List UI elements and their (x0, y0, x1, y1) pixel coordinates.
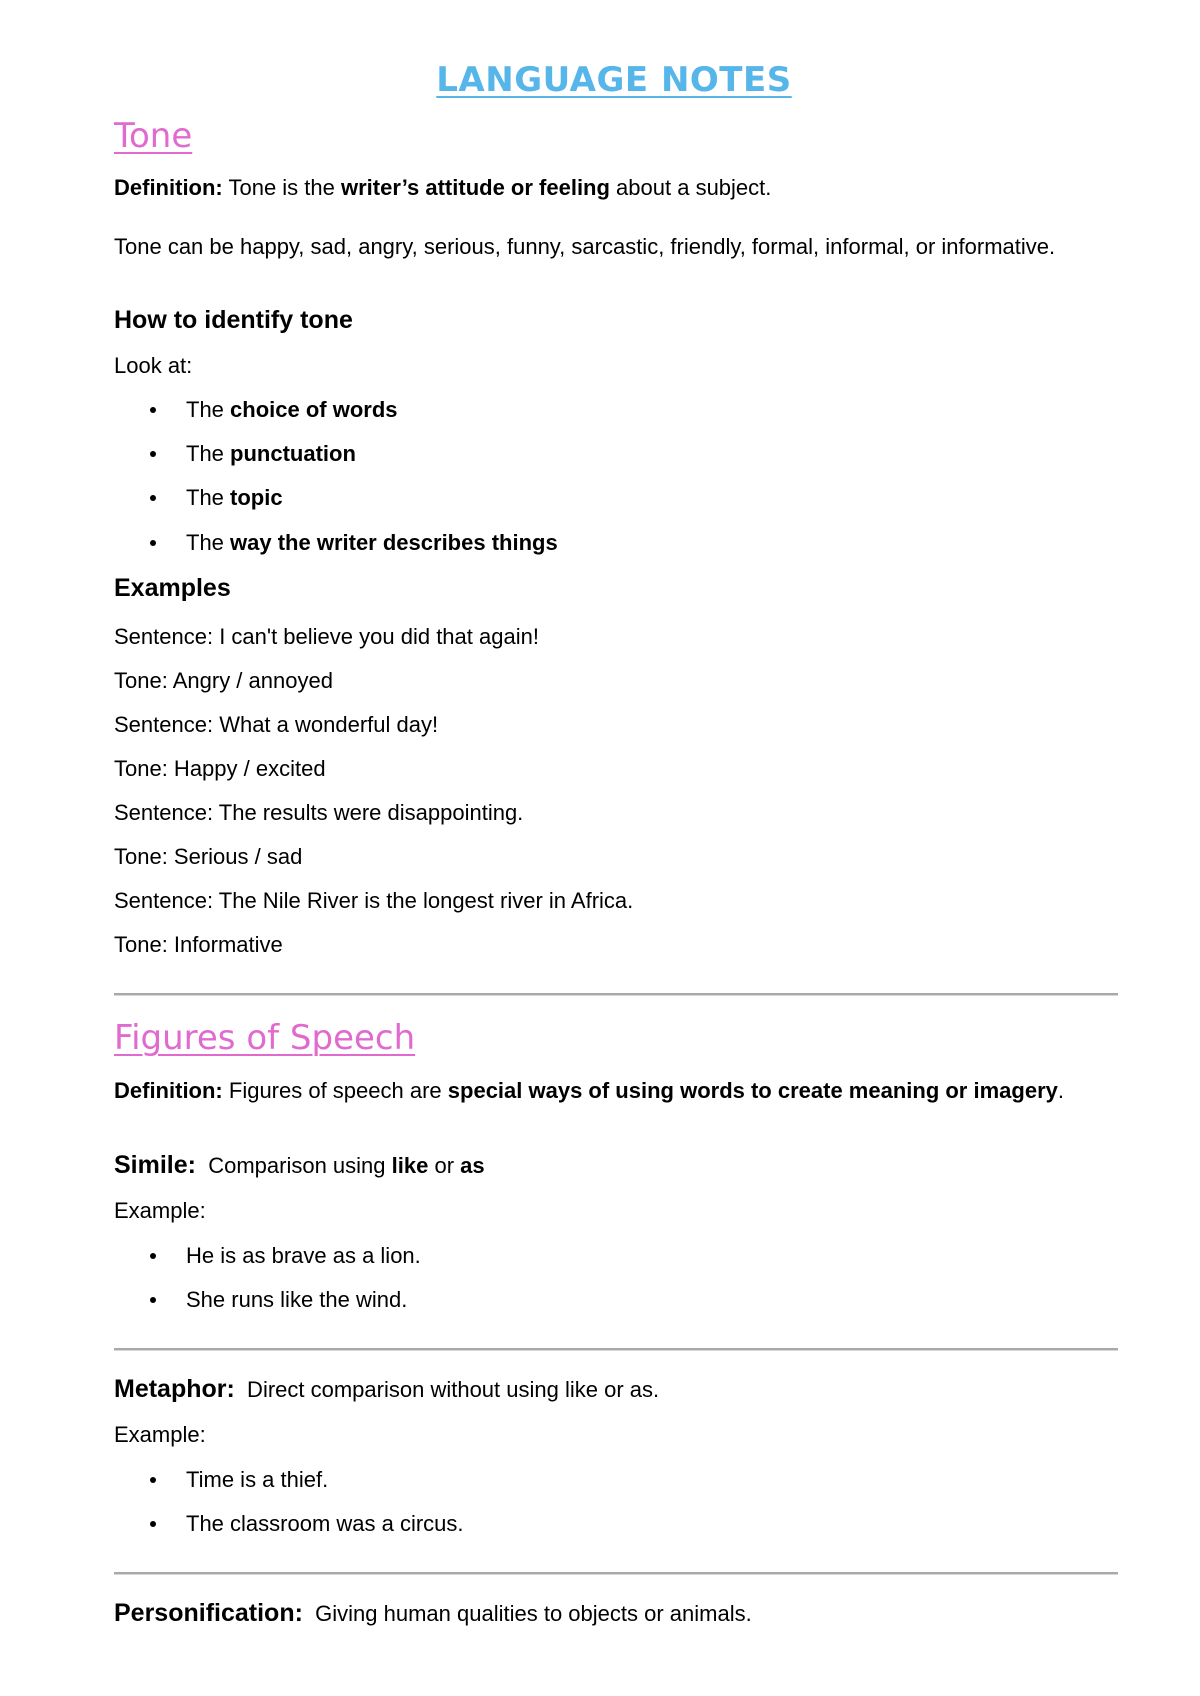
examples-heading: Examples (114, 574, 231, 602)
list-item (150, 396, 398, 424)
definition-label: Definition: (114, 1078, 223, 1103)
simile-desc: Comparison using (195, 1153, 392, 1178)
metaphor-example-label: Example: (114, 1422, 206, 1447)
list-item (150, 440, 356, 468)
bullet-icon (150, 1253, 156, 1259)
list-item-emphasis: choice of words (230, 397, 398, 422)
list-item-text: The (186, 530, 231, 555)
section-divider (114, 1572, 1118, 1575)
bullet-icon (150, 540, 156, 546)
list-item (150, 1466, 328, 1494)
tone-heading: Tone (114, 116, 193, 156)
example-sentence: Sentence: I can't believe you did that again! (114, 624, 539, 649)
definition-text: Tone is the (222, 175, 341, 200)
list-item-text: The (186, 397, 231, 422)
list-item (150, 1286, 407, 1314)
simile-desc-mid: or (428, 1153, 461, 1178)
figures-definition (114, 1077, 1074, 1105)
list-item-text: The classroom was a circus. (186, 1511, 464, 1536)
list-item (150, 1510, 464, 1538)
simile-example-label: Example: (114, 1198, 206, 1223)
list-item-text: Time is a thief. (186, 1467, 329, 1492)
section-divider (114, 1348, 1118, 1351)
simile-term: Simile: (114, 1151, 196, 1179)
look-at-label: Look at: (114, 353, 193, 378)
simile-keyword: as (460, 1153, 485, 1178)
metaphor-term: Metaphor: (114, 1375, 235, 1403)
bullet-icon (150, 407, 156, 413)
bullet-icon (150, 451, 156, 457)
section-divider (114, 993, 1118, 996)
definition-text-end: . (1057, 1078, 1064, 1103)
definition-emphasis: special ways of using words to create meaning or imagery (447, 1078, 1058, 1103)
example-sentence: Sentence: The Nile River is the longest river in Africa. (114, 888, 634, 913)
tone-definition (114, 174, 771, 202)
identify-tone-heading: How to identify tone (114, 306, 353, 334)
simile-line (114, 1151, 485, 1180)
example-tone: Tone: Serious / sad (114, 844, 303, 869)
list-item (150, 484, 283, 512)
list-item-text: The (186, 441, 231, 466)
definition-text-end: about a subject. (609, 175, 772, 200)
metaphor-desc: Direct comparison without using like or as. (234, 1377, 660, 1402)
bullet-icon (150, 1297, 156, 1303)
list-item-text: The (186, 485, 231, 510)
example-tone: Tone: Informative (114, 932, 283, 957)
example-tone: Tone: Angry / annoyed (114, 668, 333, 693)
list-item-emphasis: topic (230, 485, 283, 510)
bullet-icon (150, 1521, 156, 1527)
list-item (150, 1242, 421, 1270)
personification-line (114, 1599, 752, 1628)
example-sentence: Sentence: The results were disappointing. (114, 800, 524, 825)
tone-types-text: Tone can be happy, sad, angry, serious, funny, sarcastic, friendly, formal, informal, or informative. (114, 234, 1056, 259)
bullet-icon (150, 495, 156, 501)
definition-text: Figures of speech are (222, 1078, 448, 1103)
definition-emphasis: writer’s attitude or feeling (341, 175, 610, 200)
personification-desc: Giving human qualities to objects or animals. (302, 1601, 752, 1626)
personification-term: Personification: (114, 1599, 303, 1627)
document-title: LANGUAGE NOTES (436, 60, 792, 100)
list-item-text: She runs like the wind. (186, 1287, 408, 1312)
metaphor-line (114, 1375, 659, 1404)
figures-heading: Figures of Speech (114, 1018, 416, 1058)
definition-label: Definition: (114, 175, 223, 200)
list-item (150, 529, 558, 557)
example-tone: Tone: Happy / excited (114, 756, 326, 781)
list-item-emphasis: punctuation (230, 441, 356, 466)
list-item-text: He is as brave as a lion. (186, 1243, 421, 1268)
simile-keyword: like (391, 1153, 429, 1178)
example-sentence: Sentence: What a wonderful day! (114, 712, 439, 737)
bullet-icon (150, 1477, 156, 1483)
list-item-emphasis: way the writer describes things (230, 530, 558, 555)
